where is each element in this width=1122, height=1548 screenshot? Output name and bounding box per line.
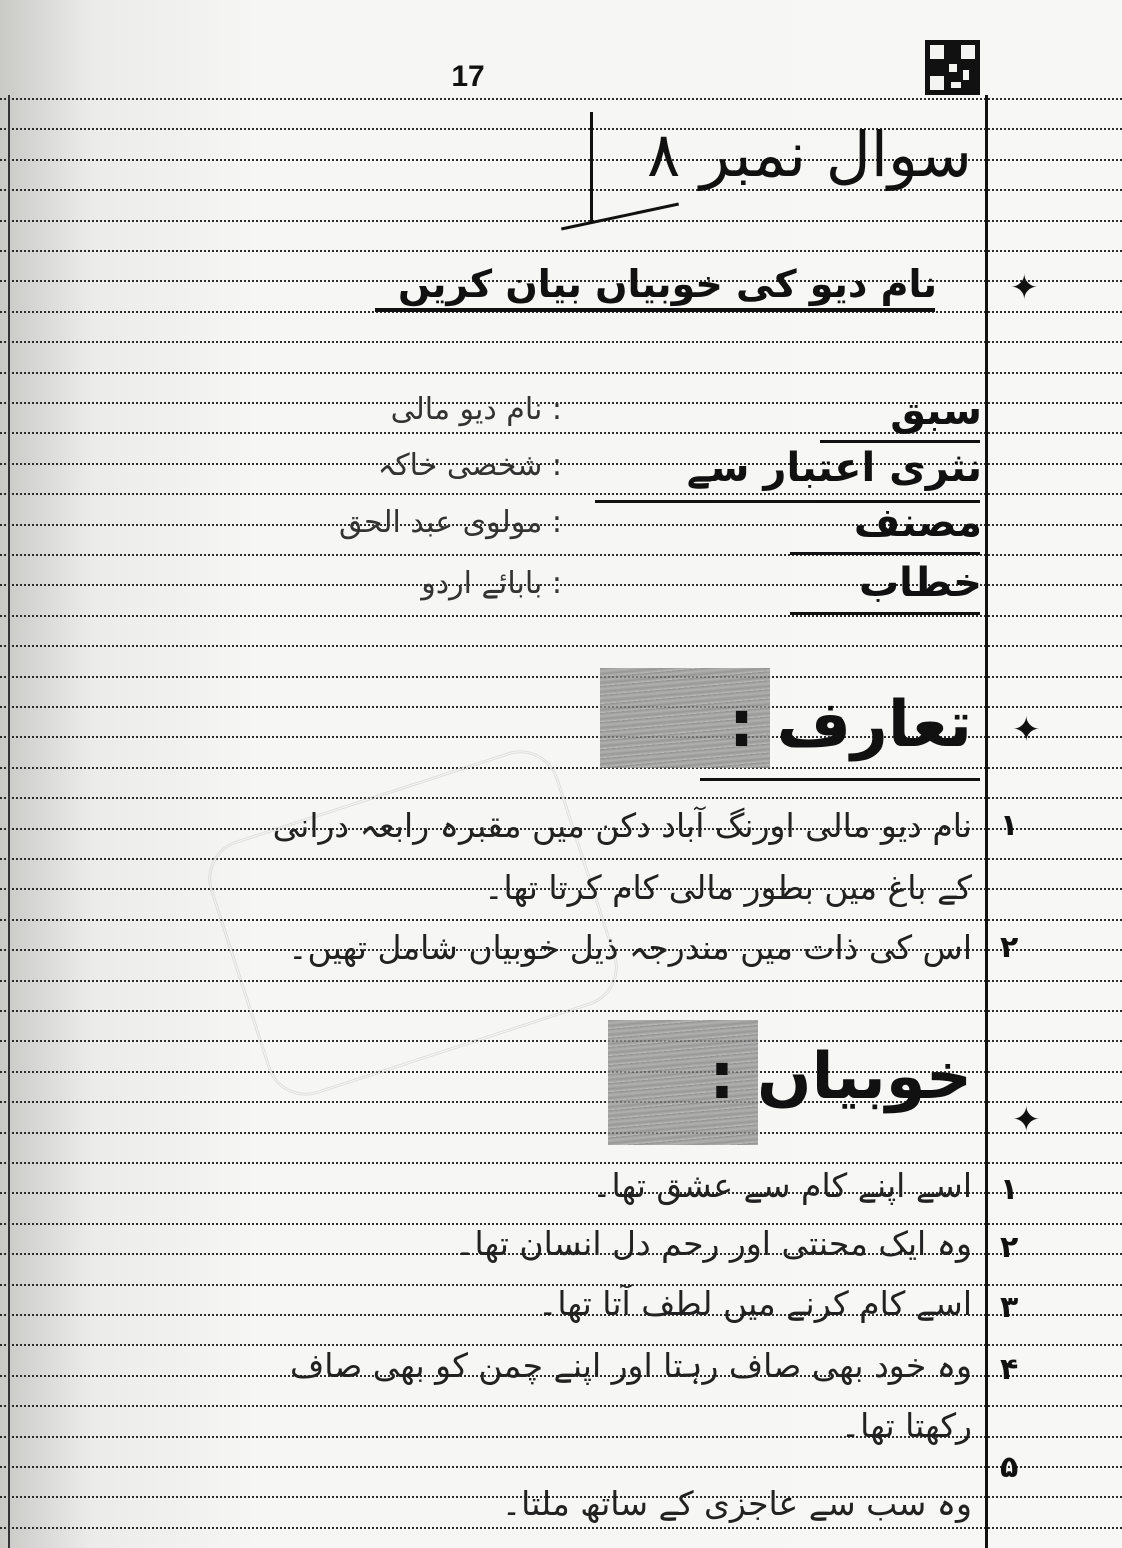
ruled-line xyxy=(0,676,1122,678)
quality-item-1: اسے اپنے کام سے عشق تھا۔ xyxy=(592,1166,972,1205)
qr-code-icon xyxy=(925,40,980,95)
meta-label-author: مصنف xyxy=(853,500,982,546)
heading-underline xyxy=(700,778,980,781)
ruled-line xyxy=(0,341,1122,343)
page-number: 17 xyxy=(451,60,485,93)
ruled-line xyxy=(0,1527,1122,1529)
meta-value-author: : مولوی عبد الحق xyxy=(339,505,562,540)
meta-value-lesson: : نام دیو مالی xyxy=(390,392,562,427)
margin-line xyxy=(985,95,988,1548)
ruled-line xyxy=(0,372,1122,374)
quality-item-4-line-1: وہ خود بھی صاف رہتا اور اپنے چمن کو بھی صاف xyxy=(289,1346,972,1385)
ruled-line xyxy=(0,98,1122,100)
meta-label-prose-type: نثری اعتبار سے xyxy=(686,445,982,491)
intro-item-2-line-1: اس کی ذات میں مندرجہ ذیل خوبیاں شامل تھیں۔ xyxy=(288,928,972,967)
title-bracket-underline xyxy=(561,203,679,231)
quality-item-5: وہ سب سے عاجزی کے ساتھ ملتا۔ xyxy=(501,1484,972,1523)
meta-value-title: : بابائے اردو xyxy=(421,566,562,601)
question-text: نام دیو کی خوبیاں بیان کریں xyxy=(397,262,937,306)
page-left-edge xyxy=(8,95,10,1548)
ruled-line xyxy=(0,1162,1122,1164)
star-bullet-icon: ✦ xyxy=(1012,1100,1041,1140)
ruled-line xyxy=(0,1132,1122,1134)
ruled-line xyxy=(0,493,1122,495)
item-number: ۱ xyxy=(1000,1172,1019,1207)
watermark-stamp xyxy=(198,740,628,1106)
item-number: ۵ xyxy=(1000,1450,1019,1485)
intro-heading: تعارف : xyxy=(728,688,972,762)
intro-item-1-line-2: کے باغ میں بطور مالی کام کرتا تھا۔ xyxy=(484,868,972,907)
item-number: ۳ xyxy=(1000,1290,1019,1325)
question-underline xyxy=(375,308,935,312)
quality-item-3: اسے کام کرنے میں لطف آتا تھا۔ xyxy=(538,1284,972,1323)
ruled-line xyxy=(0,645,1122,647)
meta-label-lesson: سبق xyxy=(890,388,982,434)
ruled-line xyxy=(0,767,1122,769)
item-number: ۲ xyxy=(1000,1230,1019,1265)
meta-underline xyxy=(820,440,980,443)
ruled-line xyxy=(0,1466,1122,1468)
item-number: ۱ xyxy=(1000,808,1019,843)
meta-underline xyxy=(790,552,980,555)
quality-item-4-line-2: رکھتا تھا۔ xyxy=(840,1406,972,1445)
ruled-line xyxy=(0,615,1122,617)
ruled-line xyxy=(0,250,1122,252)
meta-value-prose-type: : شخصی خاکہ xyxy=(377,448,562,483)
item-number: ۲ xyxy=(1000,930,1019,965)
star-bullet-icon: ✦ xyxy=(1010,268,1039,308)
quality-item-2: وہ ایک محنتی اور رحم دل انسان تھا۔ xyxy=(455,1224,972,1263)
star-bullet-icon: ✦ xyxy=(1012,710,1041,750)
title-bracket-line xyxy=(590,112,593,222)
intro-item-1-line-1: نام دیو مالی اورنگ آباد دکن میں مقبرہ رابعہ درانی xyxy=(272,806,972,845)
item-number: ۴ xyxy=(1000,1352,1019,1387)
meta-label-title: خطاب xyxy=(858,560,982,606)
question-title: سوال نمبر ۸ xyxy=(647,118,972,191)
ruled-line xyxy=(0,220,1122,222)
meta-underline xyxy=(790,612,980,615)
qualities-heading: خوبیاں : xyxy=(709,1040,972,1114)
